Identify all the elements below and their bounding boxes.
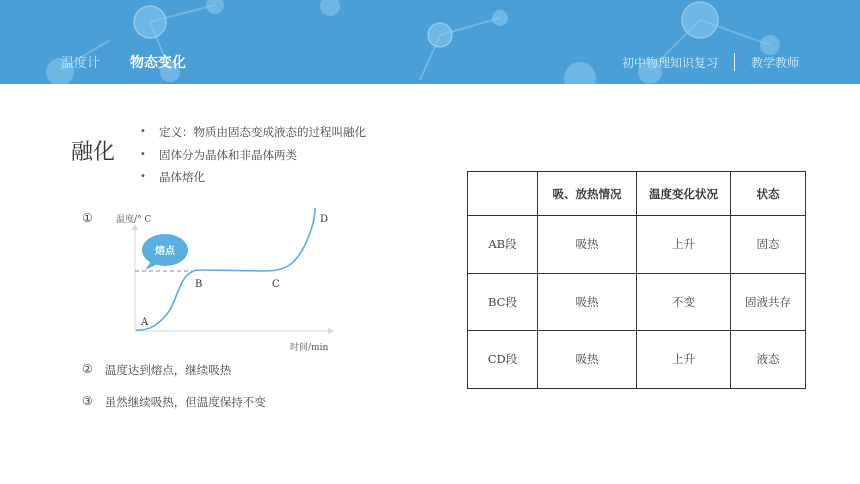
table-header-cell: 吸、放热情况 (538, 172, 637, 216)
table-cell: CD段 (468, 331, 538, 389)
bullet-solid-types: • 固体分为晶体和非晶体两类 (140, 144, 366, 167)
table-cell: BC段 (468, 273, 538, 331)
bullet-definition: • 定义：物质由固态变成液态的过程叫融化 (140, 121, 366, 144)
y-axis-label: 温度/° C (116, 215, 152, 225)
header-bar (0, 0, 860, 84)
header-divider (734, 53, 735, 71)
x-axis-label: 时间/min (290, 343, 329, 353)
header-meta (622, 53, 799, 71)
section-title: 融化 (71, 140, 116, 165)
x-axis-arrow (328, 328, 334, 334)
point-label-a: A (141, 317, 149, 328)
step-three-number: ③ (82, 394, 93, 408)
table-cell: 液态 (731, 331, 806, 389)
table-cell: 吸热 (538, 273, 637, 331)
tab-state-change[interactable]: 物态变化 (130, 55, 187, 71)
melting-curve-chart (100, 200, 360, 360)
table-cell: 上升 (637, 216, 731, 274)
point-label-d: D (320, 214, 329, 225)
table-header-row (468, 172, 806, 216)
step-two-number: ② (82, 362, 93, 376)
melting-summary-table (467, 171, 806, 389)
table-header-cell (468, 172, 538, 216)
temperature-curve (136, 208, 315, 330)
table-cell: 固态 (731, 216, 806, 274)
table-cell: 吸热 (538, 331, 637, 389)
step-two-text: 温度达到熔点，继续吸热 (104, 363, 232, 377)
callout-label: 熔点 (155, 246, 175, 257)
table-row (468, 216, 806, 274)
teacher-label: 教学教师 (750, 55, 799, 70)
definition-bullets (140, 121, 366, 189)
table-row (468, 273, 806, 331)
table-cell: 不变 (637, 273, 731, 331)
table-cell: AB段 (468, 216, 538, 274)
table-cell: 吸热 (538, 216, 637, 274)
point-label-c: C (272, 279, 280, 290)
point-label-b: B (195, 279, 203, 290)
step-one-number: ① (82, 211, 93, 225)
table-cell: 固液共存 (731, 273, 806, 331)
table-cell: 上升 (637, 331, 731, 389)
step-two (82, 362, 231, 378)
table-row (468, 331, 806, 389)
bullet-crystal-melting: • 晶体熔化 (140, 166, 366, 189)
course-label: 初中物理知识复习 (621, 55, 718, 70)
nav-tabs (61, 52, 186, 72)
step-three-text: 虽然继续吸热，但温度保持不变 (104, 395, 266, 409)
table-header-cell: 温度变化状况 (637, 172, 731, 216)
step-three (82, 394, 266, 410)
table-header-cell: 状态 (731, 172, 806, 216)
tab-thermometer[interactable]: 温度计 (61, 56, 101, 71)
step-one (82, 211, 93, 225)
